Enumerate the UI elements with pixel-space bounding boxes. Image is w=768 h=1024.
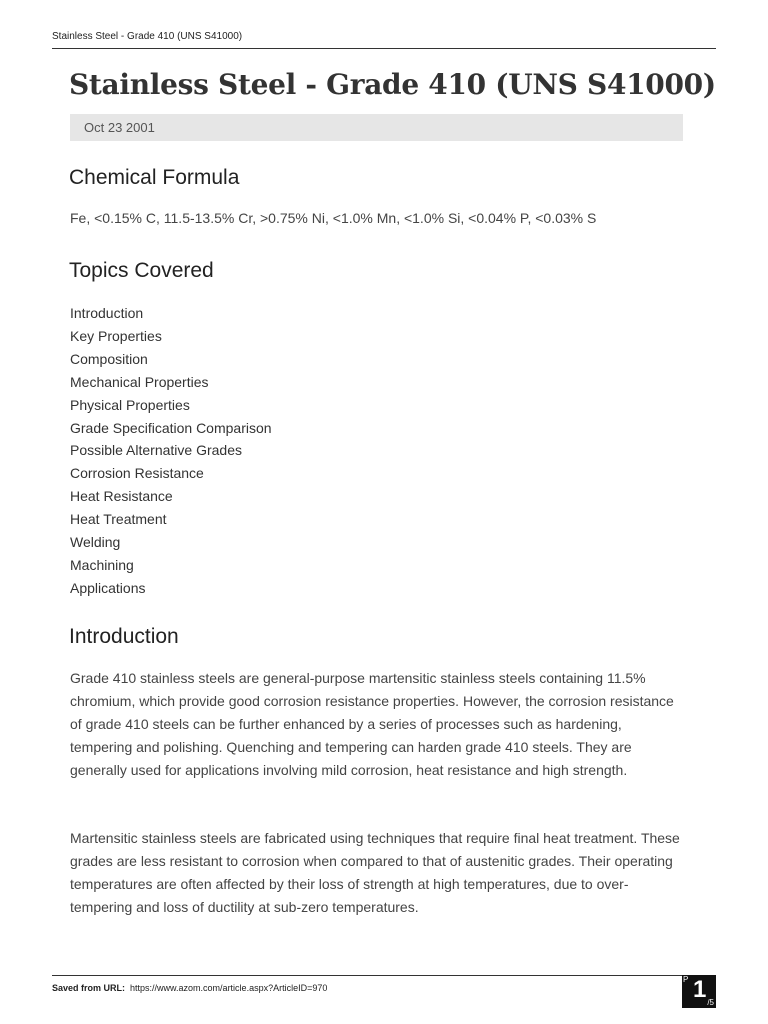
page-number-badge — [682, 975, 716, 1008]
topic-item[interactable]: Applications — [70, 579, 146, 596]
topics-covered-heading: Topics Covered — [69, 259, 214, 282]
page-total: /5 — [707, 998, 714, 1007]
topics-list — [70, 302, 272, 600]
introduction-paragraph: Grade 410 stainless steels are general-purpose martensitic stainless steels containing 11.5% chromium, which provide good corrosion resistance properties. However, the corrosion resistance of grade 410 steels can be further enhanced by a series of processes such as hardening, tempering and polishing. Quenching and tempering can harden grade 410 steels. They are generally used for applications involving mild corrosion, heat resistance and high strength. — [70, 670, 674, 778]
source-url[interactable]: https://www.azom.com/article.aspx?ArticleID=970 — [130, 983, 328, 993]
topic-item[interactable]: Welding — [70, 534, 121, 551]
page-number: 1 — [693, 976, 707, 1003]
running-header-title: Stainless Steel - Grade 410 (UNS S41000) — [52, 31, 243, 42]
footer-source — [52, 983, 327, 993]
topic-item[interactable]: Physical Properties — [70, 396, 190, 413]
header-divider — [52, 48, 716, 49]
introduction-heading: Introduction — [69, 625, 179, 648]
topic-item[interactable]: Composition — [70, 350, 148, 367]
footer-divider — [52, 975, 682, 976]
date-bar — [70, 114, 683, 141]
topic-item[interactable]: Grade Specification Comparison — [70, 419, 272, 436]
page-prefix: P — [683, 975, 689, 984]
topic-item[interactable]: Key Properties — [70, 327, 162, 344]
saved-from-label: Saved from URL: — [52, 983, 126, 993]
chemical-formula-heading: Chemical Formula — [69, 166, 240, 189]
topic-item[interactable]: Corrosion Resistance — [70, 465, 204, 482]
publish-date: Oct 23 2001 — [84, 120, 155, 135]
topic-item[interactable]: Heat Resistance — [70, 488, 173, 505]
topic-item[interactable]: Mechanical Properties — [70, 373, 209, 390]
topic-item[interactable]: Machining — [70, 556, 134, 573]
introduction-paragraph: Martensitic stainless steels are fabricated using techniques that require final heat treatment. These grades are less resistant to corrosion when compared to that of austenitic grades. Their operating temperatures are often affected by their loss of strength at high temperatures, due to over-tempering and loss of ductility at sub-zero temperatures. — [70, 830, 680, 915]
chemical-formula-text: Fe, <0.15% C, 11.5-13.5% Cr, >0.75% Ni, <1.0% Mn, <1.0% Si, <0.04% P, <0.03% S — [70, 210, 597, 226]
topic-item[interactable]: Heat Treatment — [70, 511, 167, 528]
page-title: Stainless Steel - Grade 410 (UNS S41000) — [69, 68, 716, 101]
topic-item[interactable]: Introduction — [70, 305, 144, 321]
topic-item[interactable]: Possible Alternative Grades — [70, 442, 242, 459]
